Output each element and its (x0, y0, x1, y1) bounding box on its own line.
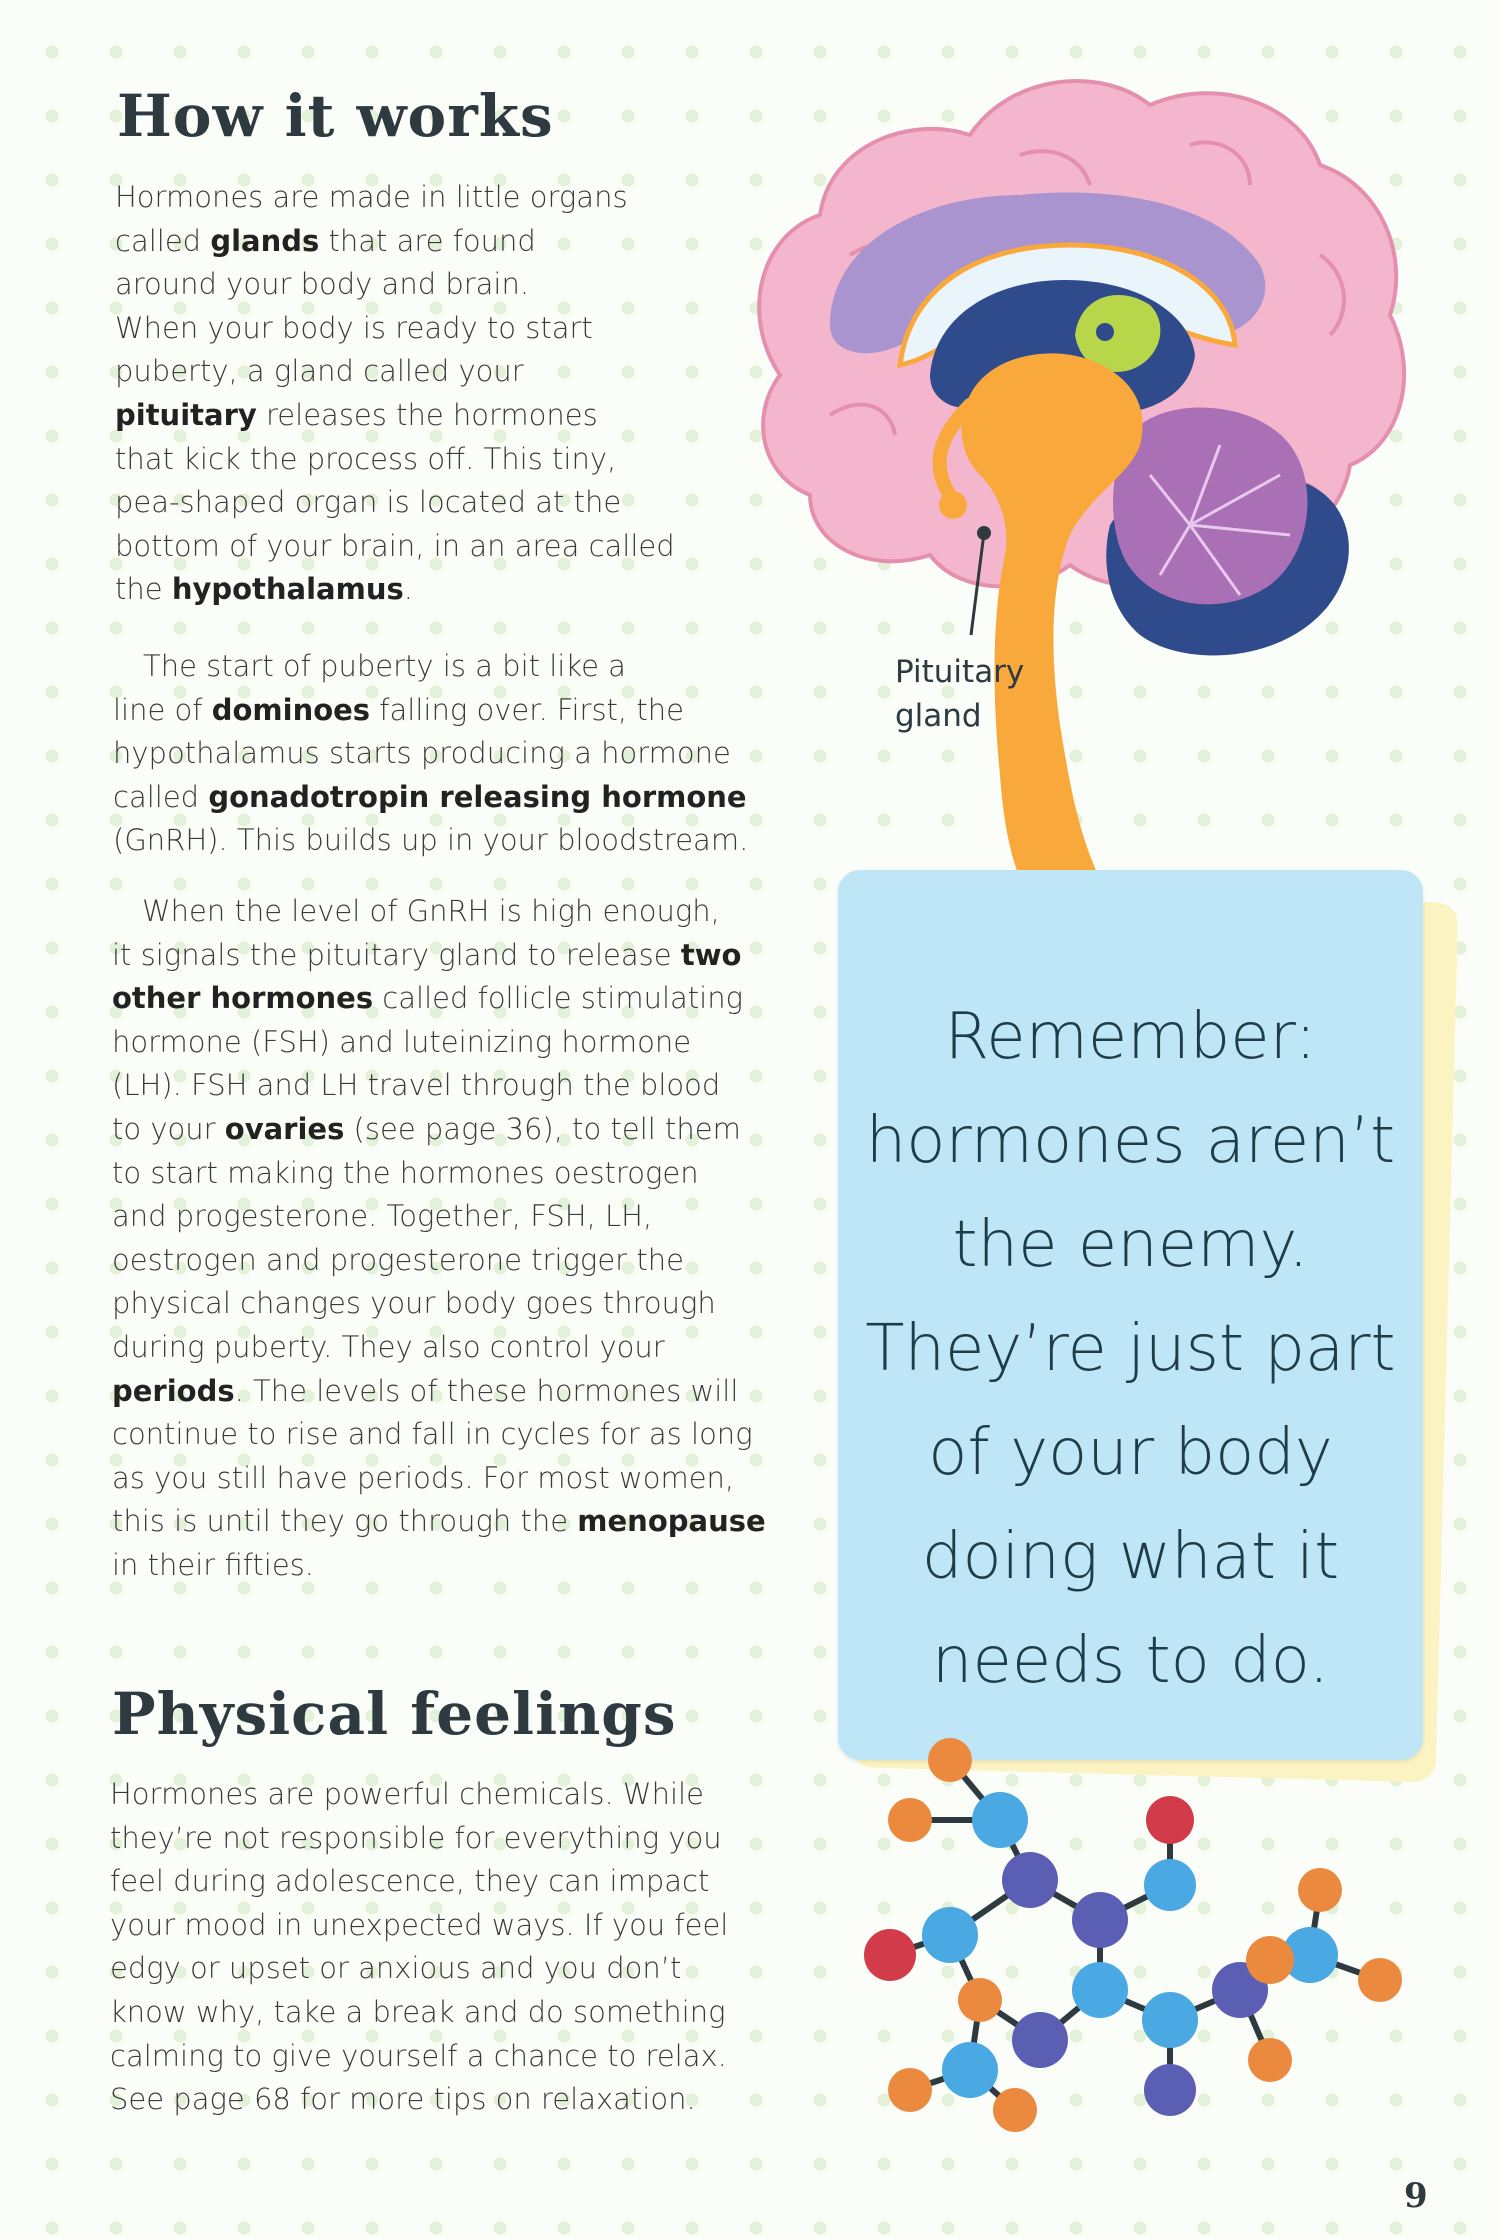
text-line (115, 350, 675, 394)
keyword: pituitary (115, 397, 257, 432)
keyword: glands (210, 223, 320, 258)
text-line (113, 819, 748, 863)
text-segment: hormone (FSH) and luteinizing hormone (112, 1024, 692, 1059)
text-segment: edgy or upset or anxious and you don’t (110, 1951, 682, 1986)
text-segment: and progesterone. Together, FSH, LH, (112, 1199, 653, 1234)
text-line (113, 732, 748, 776)
text-segment: feel during adolescence, they can impact (110, 1864, 710, 1899)
keyword: other hormones (112, 981, 374, 1016)
pituitary-leader-dot (977, 526, 991, 540)
text-segment: this is until they go through the (112, 1504, 578, 1539)
how-it-works-heading: How it works (117, 82, 554, 150)
text-line (110, 2035, 728, 2079)
text-segment: around your body and brain. (115, 267, 530, 302)
how-it-works-paragraph-2 (113, 645, 748, 863)
pituitary-label-line-1: Pituitary (895, 654, 1025, 690)
text-line (112, 1282, 766, 1326)
text-line (110, 1904, 728, 1948)
text-line (115, 438, 675, 482)
text-line (112, 1544, 766, 1588)
text-segment: When the level of GnRH is high enough, (142, 894, 720, 928)
text-segment: continue to rise and fall in cycles for as long (112, 1417, 753, 1452)
text-line (112, 1370, 766, 1414)
text-segment: hypothalamus starts producing a hormone (113, 736, 731, 771)
keyword: two (680, 937, 742, 972)
text-line (115, 220, 675, 264)
keyword: ovaries (224, 1111, 345, 1146)
text-segment: that kick the process off. This tiny, (115, 441, 617, 476)
text-segment: they’re not responsible for everything you (110, 1820, 722, 1855)
text-segment: (GnRH). This builds up in your bloodstream. (113, 823, 749, 858)
text-line (115, 307, 675, 351)
note-line: the enemy. (952, 1208, 1309, 1282)
physical-feelings-heading: Physical feelings (112, 1680, 677, 1748)
text-segment: called (115, 223, 211, 258)
text-segment: oestrogen and progesterone trigger the (112, 1242, 684, 1277)
text-line (112, 1152, 766, 1196)
text-line (112, 1457, 766, 1501)
text-segment: as you still have periods. For most women, (112, 1460, 735, 1495)
text-line (113, 776, 748, 820)
keyword: menopause (577, 1504, 766, 1539)
text-segment: it signals the pituitary gland to release (112, 937, 681, 972)
physical-feelings-paragraph (110, 1773, 728, 2122)
text-line (112, 890, 766, 934)
text-segment: (see page 36), to tell them (344, 1111, 741, 1146)
keyword: hypothalamus (171, 572, 404, 607)
text-line (110, 1991, 728, 2035)
text-segment: Hormones are powerful chemicals. While (110, 1777, 704, 1811)
text-segment: puberty, a gland called your (115, 354, 524, 389)
text-line (110, 2078, 728, 2122)
text-line (115, 525, 675, 569)
text-segment: calming to give yourself a chance to relax. (110, 2038, 727, 2073)
keyword: periods (112, 1373, 235, 1408)
note-line: of your body (928, 1416, 1333, 1490)
text-segment: physical changes your body goes through (112, 1286, 716, 1321)
text-segment: bottom of your brain, in an area called (115, 528, 675, 563)
text-segment: Hormones are made in little organs (115, 180, 628, 214)
text-line (112, 1413, 766, 1457)
text-line (112, 1195, 766, 1239)
page-number: 9 (1404, 2176, 1428, 2216)
text-segment: that are found (319, 223, 536, 258)
text-segment: line of (113, 692, 212, 727)
text-line (112, 1500, 766, 1544)
keyword: dominoes (211, 692, 371, 727)
text-segment: See page 68 for more tips on relaxation. (110, 2082, 696, 2117)
note-line: hormones aren’t (865, 1104, 1396, 1178)
molecule-illustration (850, 1690, 1430, 2140)
text-segment: releases the hormones (256, 397, 598, 432)
how-it-works-paragraph-1 (115, 176, 675, 612)
text-line (113, 645, 748, 689)
text-segment: know why, take a break and do something (110, 1994, 726, 2029)
pituitary-gland (939, 491, 967, 519)
text-line (110, 1773, 728, 1817)
text-line (112, 977, 766, 1021)
text-segment: falling over. First, the (370, 692, 684, 727)
text-segment: pea-shaped organ is located at the (115, 485, 622, 520)
text-segment: the (115, 572, 172, 607)
text-line (112, 1239, 766, 1283)
pituitary-label-line-2: gland (895, 698, 982, 734)
molecule-atoms (864, 1738, 1402, 2132)
text-line (110, 1817, 728, 1861)
keyword: gonadotropin releasing hormone (208, 779, 747, 814)
text-line (112, 1064, 766, 1108)
text-segment: . The levels of these hormones will (234, 1373, 739, 1408)
text-line (115, 568, 675, 612)
text-line (110, 1947, 728, 1991)
text-line (112, 1326, 766, 1370)
text-line (110, 1860, 728, 1904)
text-segment: The start of puberty is a bit like a (143, 649, 626, 683)
text-line (115, 394, 675, 438)
text-segment: your mood in unexpected ways. If you feel (110, 1907, 729, 1942)
text-segment: to start making the hormones oestrogen (112, 1155, 699, 1190)
text-segment: When your body is ready to start (115, 310, 593, 345)
cerebellum (1113, 408, 1307, 605)
text-line (112, 934, 766, 978)
note-line: Remember: (944, 1000, 1317, 1074)
text-segment: (LH). FSH and LH travel through the blood (112, 1068, 721, 1103)
text-segment: called follicle stimulating (373, 981, 743, 1016)
pituitary-gland-label (895, 650, 1024, 738)
text-segment: called (113, 779, 209, 814)
text-line (112, 1108, 766, 1152)
text-segment: during puberty. They also control your (112, 1329, 665, 1364)
reminder-note-text (838, 985, 1423, 1713)
brain-illustration (720, 55, 1420, 955)
text-line (112, 1021, 766, 1065)
note-line: doing what it (921, 1520, 1340, 1594)
text-segment: . (403, 572, 413, 607)
text-segment: to your (112, 1111, 225, 1146)
how-it-works-paragraph-3 (112, 890, 766, 1588)
note-line: needs to do. (931, 1624, 1330, 1698)
text-line (115, 481, 675, 525)
text-segment: in their fifties. (112, 1547, 315, 1582)
brainstem (961, 353, 1142, 939)
text-line (113, 689, 748, 733)
text-line (115, 263, 675, 307)
text-line (115, 176, 675, 220)
note-line: They’re just part (865, 1312, 1396, 1386)
hypothalamus-dot (1096, 323, 1114, 341)
